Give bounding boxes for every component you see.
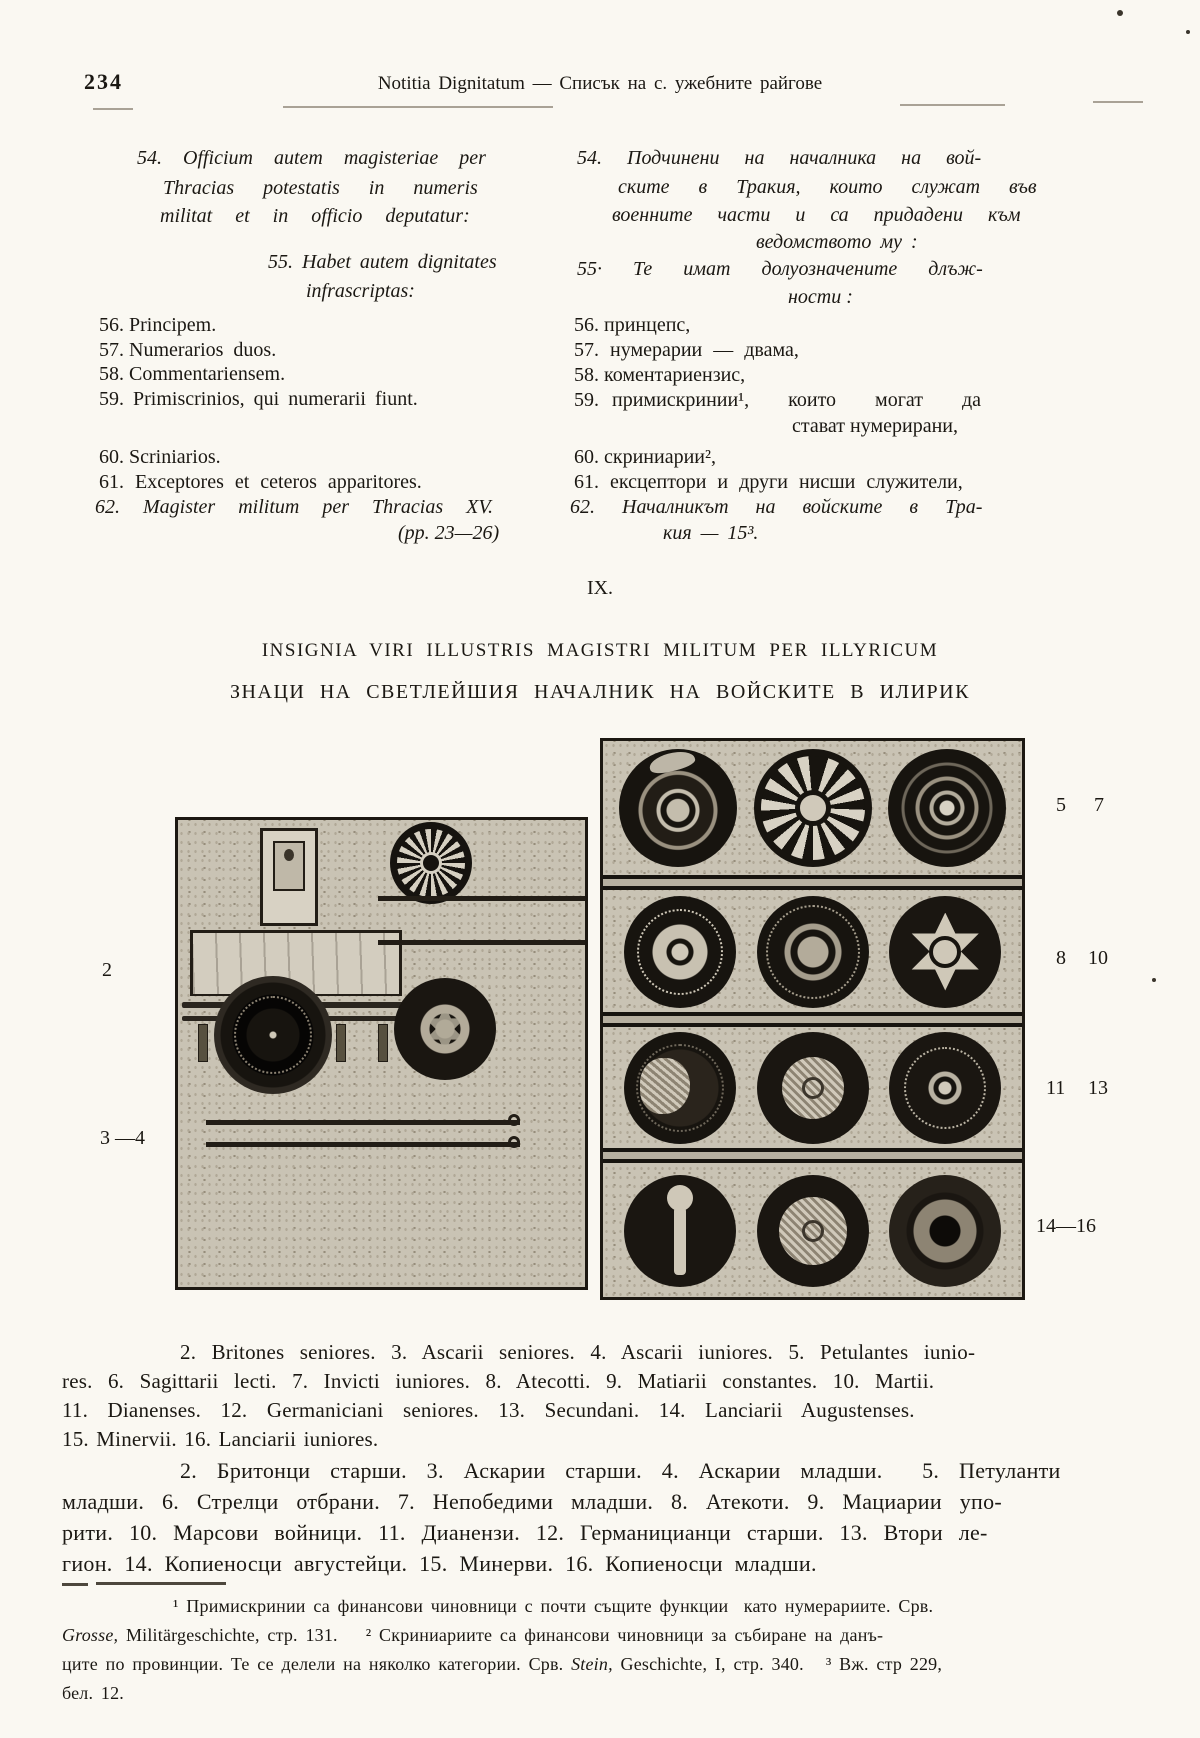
latin-item-55-line-2: infrascriptas:	[306, 280, 415, 302]
shield-10-star-icon	[889, 896, 1001, 1008]
caption-bulgarian-line-1: 2. Бритонци старши. 3. Аскарии старши. 4. Аскарии младши. 5. Петуланти	[180, 1458, 1061, 1483]
latin-item-62-line-2: (pp. 23—26)	[398, 522, 500, 544]
header-rule-fragment	[900, 104, 1005, 106]
shield-row-5-7	[603, 741, 1022, 875]
bulgarian-item-54-line-1: 54. Подчинени на началника на вой-	[577, 147, 982, 169]
table-leg	[336, 1024, 346, 1062]
bulgarian-item-62-line-2: кия — 15³.	[663, 522, 759, 544]
scan-speck	[1186, 30, 1190, 34]
shield-15-hatch-icon	[757, 1175, 869, 1287]
table-leg	[198, 1024, 208, 1062]
figure-label-8: 8	[1056, 947, 1066, 969]
footnote-2-text: ² Скриниариите са финансови чиновници за събиране на данъ-	[365, 1625, 884, 1645]
header-rule-fragment	[1093, 101, 1143, 103]
spoked-wheel-shield-icon	[390, 822, 472, 904]
shield-11-patch-icon	[624, 1032, 736, 1144]
caption-bulgarian-line-4: гион. 14. Копиеносци августейци. 15. Минерви. 16. Копиеносци младши.	[62, 1551, 817, 1576]
latin-item-54-line-2: Thracias potestatis in numeris	[163, 177, 478, 199]
bulgarian-item-57: 57. нумерарии — двама,	[574, 339, 799, 361]
insignia-plate-left	[175, 817, 588, 1290]
insignia-plate-right	[600, 738, 1025, 1300]
footnote-line-2-roman: Militärgeschichte, стр. 131.	[118, 1625, 338, 1645]
shield-7-bullseye-icon	[888, 749, 1006, 867]
shield-8-ring-icon	[624, 896, 736, 1008]
bulgarian-item-54-line-2: ските в Тракия, които служат във	[618, 176, 1037, 198]
latin-item-62-line-1: 62. Magister militum per Thracias XV.	[95, 496, 493, 518]
bulgarian-item-61: 61. ексцептори и други нисши служители,	[574, 471, 963, 493]
header-rule-fragment	[283, 106, 553, 108]
figure-label-13: 13	[1088, 1077, 1108, 1099]
codicil-icon	[260, 828, 318, 926]
scan-speck	[1117, 10, 1123, 16]
row-separator	[603, 1148, 1022, 1164]
footnote-3-text: ³ Вж. стр 229,	[825, 1654, 943, 1674]
latin-item-59: 59. Primiscrinios, qui numerarii fiunt.	[99, 388, 418, 410]
latin-item-54-line-1: 54. Officium autem magisteriae per	[137, 147, 486, 169]
footnote-2-continuation: ците по провинции. Те се делели на няколко категории. Срв.	[62, 1654, 572, 1674]
latin-item-61: 61. Exceptores et ceteros apparitores.	[99, 471, 422, 493]
running-title: Notitia Dignitatum — Списък на с. ужебните райгове	[377, 73, 823, 94]
shield-3-icon	[214, 976, 332, 1094]
figure-label-10: 10	[1088, 947, 1108, 969]
figure-label-14-16: 14—16	[1036, 1215, 1096, 1237]
latin-item-57: 57. Numerarios duos.	[99, 339, 277, 361]
spear-ring-icon	[508, 1136, 520, 1148]
bulgarian-item-55-line-2: ности :	[788, 286, 853, 308]
latin-item-54-line-3: militat et in officio deputatur:	[160, 205, 470, 227]
figure-label-2: 2	[102, 959, 112, 981]
bulgarian-item-56: 56. принцепс,	[574, 314, 691, 336]
page-number: 234	[84, 69, 123, 94]
spear-icon	[206, 1142, 520, 1147]
heading-latin: INSIGNIA VIRI ILLUSTRIS MAGISTRI MILITUM PER ILLYRICUM	[261, 640, 939, 661]
caption-latin-line-3: 11. Dianenses. 12. Germaniciani seniores. 13. Secundani. 14. Lanciarii Augustenses.	[62, 1398, 915, 1422]
caption-bulgarian-line-2: младши. 6. Стрелци отбрани. 7. Непобедими младши. 8. Атекоти. 9. Мациарии упо-	[62, 1489, 1003, 1514]
bulgarian-item-59-line-2: стават нумерирани,	[792, 415, 958, 437]
row-separator	[603, 875, 1022, 891]
figure-label-5: 5	[1056, 794, 1066, 816]
latin-item-60: 60. Scriniarios.	[99, 446, 221, 468]
figure-label-11: 11	[1046, 1077, 1066, 1099]
footnote-line-2	[62, 1626, 883, 1645]
shield-5-icon	[619, 749, 737, 867]
heading-bulgarian: ЗНАЦИ НА СВЕТЛЕЙШИЯ НАЧАЛНИК НА ВОЙСКИТЕ В ИЛИРИК	[230, 681, 970, 703]
spear-icon	[378, 896, 585, 901]
shield-14-staff-icon	[624, 1175, 736, 1287]
latin-item-56: 56. Principem.	[99, 314, 217, 336]
shield-6-turbine-icon	[754, 749, 872, 867]
bulgarian-item-54-line-3: военните части и са придадени към	[612, 204, 1021, 226]
figure-label-7: 7	[1094, 794, 1104, 816]
caption-latin-line-1: 2. Britones seniores. 3. Ascarii seniores. 4. Ascarii iuniores. 5. Petulantes iunio-	[180, 1340, 976, 1364]
footnote-ref-grosse: Grosse,	[62, 1625, 119, 1645]
footnote-line-3-roman: Geschichte, I, стр. 340.	[612, 1654, 804, 1674]
bulgarian-item-55-line-1: 55· Те имат долуозначените длъж-	[577, 258, 983, 280]
scan-speck	[1152, 978, 1156, 982]
bulgarian-item-60: 60. скриниарии²,	[574, 446, 716, 468]
section-number: IX.	[586, 577, 614, 599]
footnote-separator	[62, 1583, 88, 1586]
bulgarian-item-58: 58. коментариензис,	[574, 364, 746, 386]
spear-ring-icon	[508, 1114, 520, 1126]
latin-item-55-line-1: 55. Habet autem dignitates	[268, 251, 497, 273]
footnote-line-3	[62, 1655, 942, 1674]
spear-icon	[206, 1120, 520, 1125]
latin-item-58: 58. Commentariensem.	[99, 363, 286, 385]
figure-label-3-4: 3 —4	[100, 1127, 145, 1149]
footnote-ref-stein: Stein,	[571, 1654, 613, 1674]
table-leg	[378, 1024, 388, 1062]
row-separator	[603, 1012, 1022, 1028]
shield-9-disc-icon	[757, 896, 869, 1008]
footnote-separator	[96, 1582, 226, 1585]
shield-4-icon	[394, 978, 496, 1080]
spear-icon	[378, 940, 585, 945]
shield-row-11-13	[603, 1028, 1022, 1148]
footnote-line-4: бел. 12.	[62, 1683, 124, 1703]
caption-bulgarian-line-3: рити. 10. Марсови войници. 11. Дианензи. 12. Германицианци старши. 13. Втори ле-	[62, 1520, 988, 1545]
bulgarian-item-54-line-4: ведомството му :	[756, 231, 918, 253]
shield-12-hatch-icon	[757, 1032, 869, 1144]
codicil-portrait-icon	[273, 841, 305, 891]
bulgarian-item-62-line-1: 62. Началникът на войските в Тра-	[570, 496, 983, 518]
shield-16-dark-core-icon	[889, 1175, 1001, 1287]
shield-row-14-16	[603, 1164, 1022, 1297]
footnote-line-1: ¹ Примискринии са финансови чиновници с почти същите функции като нумерариите. Срв.	[173, 1596, 934, 1616]
bulgarian-item-59-line-1: 59. примискринии¹, които могат да	[574, 389, 982, 411]
caption-latin-line-4: 15. Minervii. 16. Lanciarii iuniores.	[62, 1427, 379, 1451]
shield-13-ring-icon	[889, 1032, 1001, 1144]
header-rule-fragment	[93, 108, 133, 110]
caption-latin-line-2: res. 6. Sagittarii lecti. 7. Invicti iuniores. 8. Atecotti. 9. Matiarii constantes. 10. Martii.	[62, 1369, 935, 1393]
shield-row-8-10	[603, 891, 1022, 1012]
